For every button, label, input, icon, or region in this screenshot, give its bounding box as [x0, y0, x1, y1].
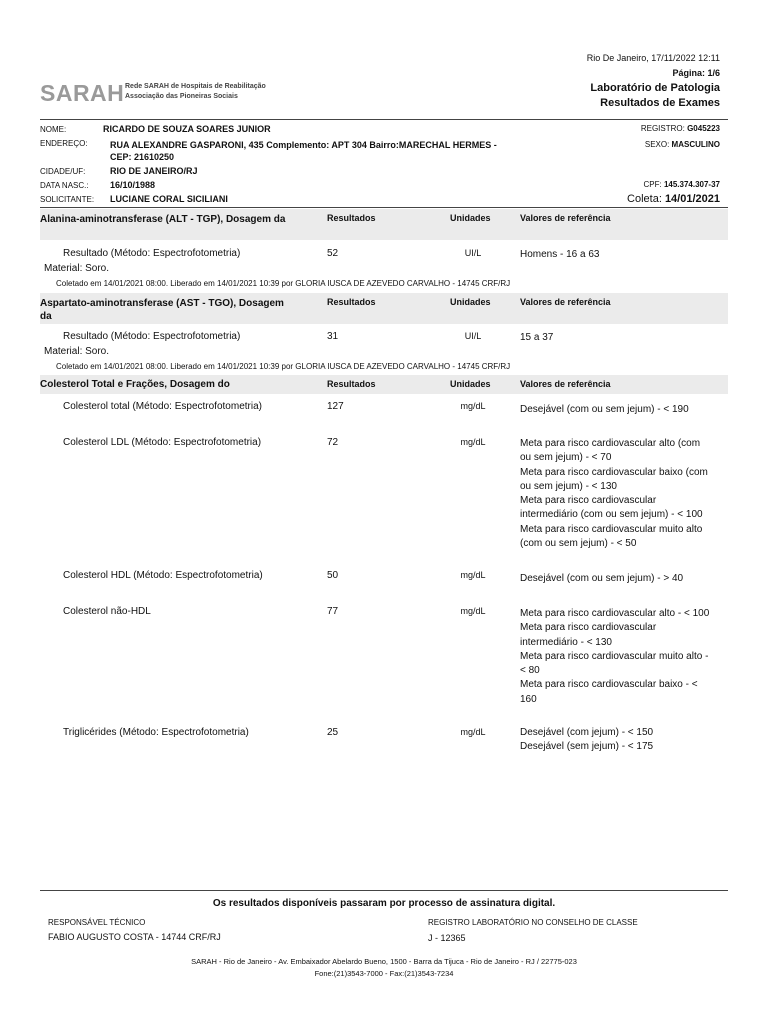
chol-nonhdl-reference: Meta para risco cardiovascular alto - < 100 Meta para risco cardiovascular intermediário - < 130 Meta para risco cardiovascular muito alto - < 80 Meta para risco cardiovascular baixo - < 160 [520, 608, 710, 705]
footer-phone: Fone:(21)3543-7000 - Fax:(21)3543-7234 [314, 969, 454, 978]
birth-label: DATA NASC.: [40, 181, 89, 190]
cpf-value: 145.374.307-37 [663, 180, 720, 189]
footer-address: SARAH - Rio de Janeiro - Av. Embaixador Abelardo Bueno, 1500 - Barra da Tijuca - Rio de Janeiro - RJ / 22775-023 [191, 957, 577, 966]
print-date: Rio De Janeiro, 17/11/2022 12:11 [586, 53, 720, 63]
ast-col-reference: Valores de referência [520, 297, 611, 307]
triglycerides-item: Triglicérides (Método: Espectrofotometria) [63, 727, 249, 738]
alt-unit: UI/L [464, 248, 482, 258]
alt-col-units: Unidades [450, 213, 491, 223]
tech-label: RESPONSÁVEL TÉCNICO [48, 918, 146, 927]
requester-label: SOLICITANTE: [40, 195, 95, 204]
patient-birth: 16/10/1988 [110, 180, 156, 190]
digital-signature-note: Os resultados disponíveis passaram por processo de assinatura digital. [212, 898, 556, 909]
alt-collected: Coletado em 14/01/2021 08:00. Liberado em 14/01/2021 10:39 por GLORIA IUSCA DE AZEVEDO CARVALHO - 14745 CRF/RJ [56, 279, 511, 288]
chol-title: Colesterol Total e Frações, Dosagem do [40, 379, 230, 390]
registry-value: G045223 [687, 124, 720, 133]
tech-name: FABIO AUGUSTO COSTA - 14744 CRF/RJ [48, 932, 221, 942]
ast-reference: 15 a 37 [520, 332, 554, 343]
name-label: NOME: [40, 125, 67, 134]
chol-total-unit: mg/dL [460, 401, 486, 411]
collection [627, 193, 720, 205]
triglycerides-value: 25 [327, 727, 339, 738]
page-number: Página: 1/6 [672, 68, 720, 78]
chol-nonhdl-unit: mg/dL [460, 606, 486, 616]
lab-subtitle: Resultados de Exames [600, 97, 720, 109]
chol-hdl-item: Colesterol HDL (Método: Espectrofotometria) [63, 570, 263, 581]
sex [645, 140, 720, 149]
council-value: J - 12365 [428, 933, 466, 943]
alt-col-results: Resultados [327, 213, 376, 223]
chol-ldl-reference: Meta para risco cardiovascular alto (com ou sem jejum) - < 70 Meta para risco cardiovascular baixo (com ou sem jejum) - < 130 Meta para risco cardiovascular intermediário (com ou sem jejum) - < 100 Meta para risco cardiovascular muito alto (com ou sem jejum) - < 50 [520, 438, 708, 550]
chol-hdl-unit: mg/dL [460, 570, 486, 580]
patient-city: RIO DE JANEIRO/RJ [110, 166, 198, 176]
network-name: Rede SARAH de Hospitais de Reabilitação [125, 83, 266, 90]
collection-label: Coleta: [627, 193, 662, 205]
collection-date: 14/01/2021 [664, 193, 720, 205]
registry-label: REGISTRO: [640, 124, 685, 133]
lab-title: Laboratório de Patologia [590, 82, 720, 94]
alt-reference: Homens - 16 a 63 [520, 249, 600, 260]
chol-ldl-unit: mg/dL [460, 437, 486, 447]
ast-col-units: Unidades [450, 297, 491, 307]
chol-nonhdl-value: 77 [327, 606, 339, 617]
patient-name: RICARDO DE SOUZA SOARES JUNIOR [103, 124, 271, 134]
requester-name: LUCIANE CORAL SICILIANI [110, 194, 228, 204]
patient-cep: CEP: 21610250 [110, 152, 175, 162]
chol-col-units: Unidades [450, 379, 491, 389]
chol-col-reference: Valores de referência [520, 379, 611, 389]
triglycerides-reference: Desejável (com jejum) - < 150 Desejável (sem jejum) - < 175 [520, 727, 654, 753]
registry [641, 124, 720, 133]
chol-total-item: Colesterol total (Método: Espectrofotometria) [63, 401, 262, 412]
ast-unit: UI/L [464, 331, 482, 341]
ast-collected: Coletado em 14/01/2021 08:00. Liberado em 14/01/2021 10:39 por GLORIA IUSCA DE AZEVEDO CARVALHO - 14745 CRF/RJ [56, 362, 511, 371]
chol-hdl-reference: Desejável (com ou sem jejum) - > 40 [520, 573, 684, 584]
footer-divider [40, 890, 728, 891]
chol-total-value: 127 [327, 401, 344, 412]
ast-col-results: Resultados [327, 297, 376, 307]
ast-value: 31 [327, 331, 339, 342]
address-label: ENDEREÇO: [40, 139, 88, 148]
ast-title: Aspartato-aminotransferase (AST - TGO), Dosagem da [40, 298, 284, 322]
chol-ldl-value: 72 [327, 437, 339, 448]
alt-item: Resultado (Método: Espectrofotometria) [63, 248, 241, 259]
cpf [643, 180, 720, 189]
patient-address: RUA ALEXANDRE GASPARONI, 435 Complemento: APT 304 Bairro:MARECHAL HERMES - [110, 140, 497, 150]
alt-material: Material: Soro. [44, 263, 110, 274]
chol-col-results: Resultados [327, 379, 376, 389]
sex-label: SEXO: [644, 140, 670, 149]
patient-divider [40, 207, 728, 208]
header-divider [40, 119, 728, 120]
ast-material: Material: Soro. [44, 346, 110, 357]
alt-col-reference: Valores de referência [520, 213, 611, 223]
council-label: REGISTRO LABORATÓRIO NO CONSELHO DE CLASSE [428, 918, 638, 927]
chol-total-reference: Desejável (com ou sem jejum) - < 190 [520, 404, 689, 415]
chol-nonhdl-item: Colesterol não-HDL [63, 606, 151, 617]
alt-title: Alanina-aminotransferase (ALT - TGP), Dosagem da [40, 214, 286, 225]
triglycerides-unit: mg/dL [460, 727, 486, 737]
alt-value: 52 [327, 248, 339, 259]
sex-value: MASCULINO [671, 140, 720, 149]
sarah-logo: SARAH [40, 80, 125, 106]
ast-item: Resultado (Método: Espectrofotometria) [63, 331, 241, 342]
chol-ldl-item: Colesterol LDL (Método: Espectrofotometria) [63, 437, 262, 448]
city-label: CIDADE/UF: [40, 167, 86, 176]
network-association: Associação das Pioneiras Sociais [125, 93, 238, 100]
cpf-label: CPF: [643, 180, 662, 189]
chol-hdl-value: 50 [327, 570, 339, 581]
